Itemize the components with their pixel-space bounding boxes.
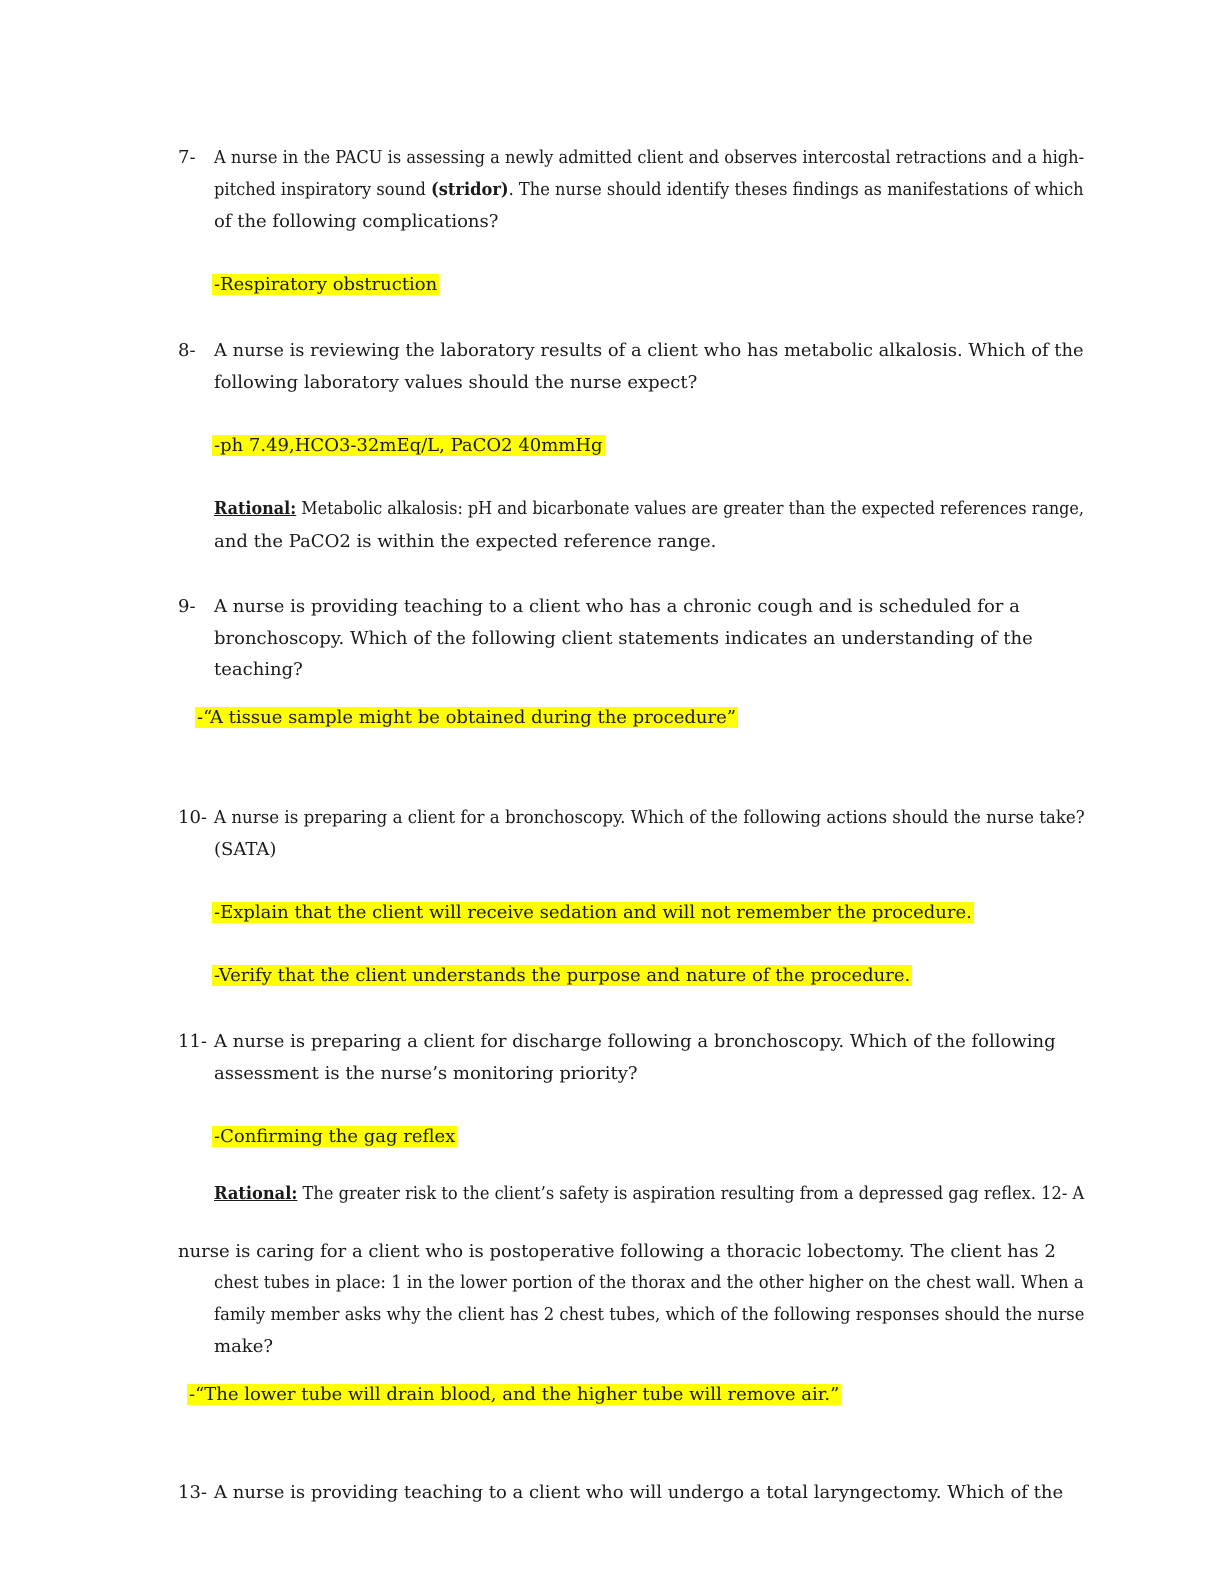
- question-9-line-3: teaching?: [214, 659, 303, 680]
- question-9-answer-highlight: -“A tissue sample might be obtained during the procedure”: [197, 707, 736, 728]
- question-8-rationale-text: Metabolic alkalosis: pH and bicarbonate values are greater than the expected references range,: [296, 498, 1084, 519]
- question-12-line-2: chest tubes in place: 1 in the lower portion of the thorax and the other higher on the chest wall. When a: [214, 1272, 1084, 1293]
- question-10-number: 10-: [178, 807, 207, 828]
- question-11-number: 11-: [178, 1031, 207, 1052]
- question-11-rationale-text: The greater risk to the client’s safety is aspiration resulting from a depressed gag reflex. 12- A: [297, 1183, 1085, 1204]
- question-11-line-1: A nurse is preparing a client for discharge following a bronchoscopy. Which of the following: [214, 1031, 1056, 1052]
- question-8-number: 8-: [178, 340, 196, 361]
- question-8-rationale-line-2: and the PaCO2 is within the expected reference range.: [214, 531, 717, 552]
- question-9-answer: [195, 705, 738, 731]
- stridor-term: (stridor): [431, 179, 509, 200]
- question-10-answer-1-highlight: -Explain that the client will receive sedation and will not remember the procedure.: [214, 902, 972, 923]
- question-9-line-2: bronchoscopy. Which of the following client statements indicates an understanding of the: [214, 628, 1033, 649]
- question-9-line-1: A nurse is providing teaching to a client who has a chronic cough and is scheduled for a: [214, 596, 1020, 617]
- question-7-answer: [212, 272, 439, 298]
- rationale-label: Rational:: [214, 1183, 298, 1204]
- question-10-answer-2: [212, 963, 912, 989]
- question-12-line-4: make?: [214, 1336, 274, 1357]
- question-8-line-1: A nurse is reviewing the laboratory results of a client who has metabolic alkalosis. Which of the: [214, 340, 1084, 361]
- question-10-answer-1: [212, 900, 974, 926]
- question-7-answer-highlight: -Respiratory obstruction: [214, 274, 438, 295]
- question-11-rationale-line-1: [214, 1181, 1084, 1207]
- question-12-line-1: nurse is caring for a client who is postoperative following a thoracic lobectomy. The client has 2: [178, 1241, 1056, 1262]
- question-13-line-1: A nurse is providing teaching to a client who will undergo a total laryngectomy. Which of the: [214, 1482, 1064, 1503]
- question-8-rationale-line-1: [214, 496, 1084, 522]
- question-10-line-2: (SATA): [214, 839, 277, 860]
- question-7-line-2c: . The nurse should identify theses findings as manifestations of which: [508, 179, 1084, 200]
- question-10-answer-2-highlight: -Verify that the client understands the purpose and nature of the procedure.: [214, 965, 911, 986]
- question-9-number: 9-: [178, 596, 196, 617]
- question-13-number: 13-: [178, 1482, 207, 1503]
- question-7-line-2a: pitched inspiratory sound: [214, 179, 432, 200]
- question-8-answer-highlight: -ph 7.49,HCO3-32mEq/L, PaCO2 40mmHg: [214, 435, 603, 456]
- question-12-line-3: family member asks why the client has 2 chest tubes, which of the following responses should the nurse: [214, 1304, 1085, 1325]
- question-8-line-2: following laboratory values should the nurse expect?: [214, 372, 698, 393]
- question-7-line-2: [214, 177, 1084, 203]
- question-12-answer-highlight: -“The lower tube will drain blood, and the higher tube will remove air.”: [189, 1384, 840, 1405]
- question-10-line-1: A nurse is preparing a client for a bronchoscopy. Which of the following actions should the nurse take?: [214, 807, 1085, 828]
- question-12-answer: [187, 1382, 841, 1408]
- question-11-line-2: assessment is the nurse’s monitoring priority?: [214, 1063, 638, 1084]
- question-7-line-1: A nurse in the PACU is assessing a newly admitted client and observes intercostal retractions and a high-: [214, 147, 1085, 168]
- question-11-answer: [212, 1124, 457, 1150]
- rationale-label: Rational:: [214, 498, 297, 519]
- question-11-answer-highlight: -Confirming the gag reflex: [214, 1126, 456, 1147]
- question-8-answer: [212, 433, 605, 459]
- question-7-number: 7-: [178, 147, 196, 168]
- question-7-line-3: of the following complications?: [214, 211, 499, 232]
